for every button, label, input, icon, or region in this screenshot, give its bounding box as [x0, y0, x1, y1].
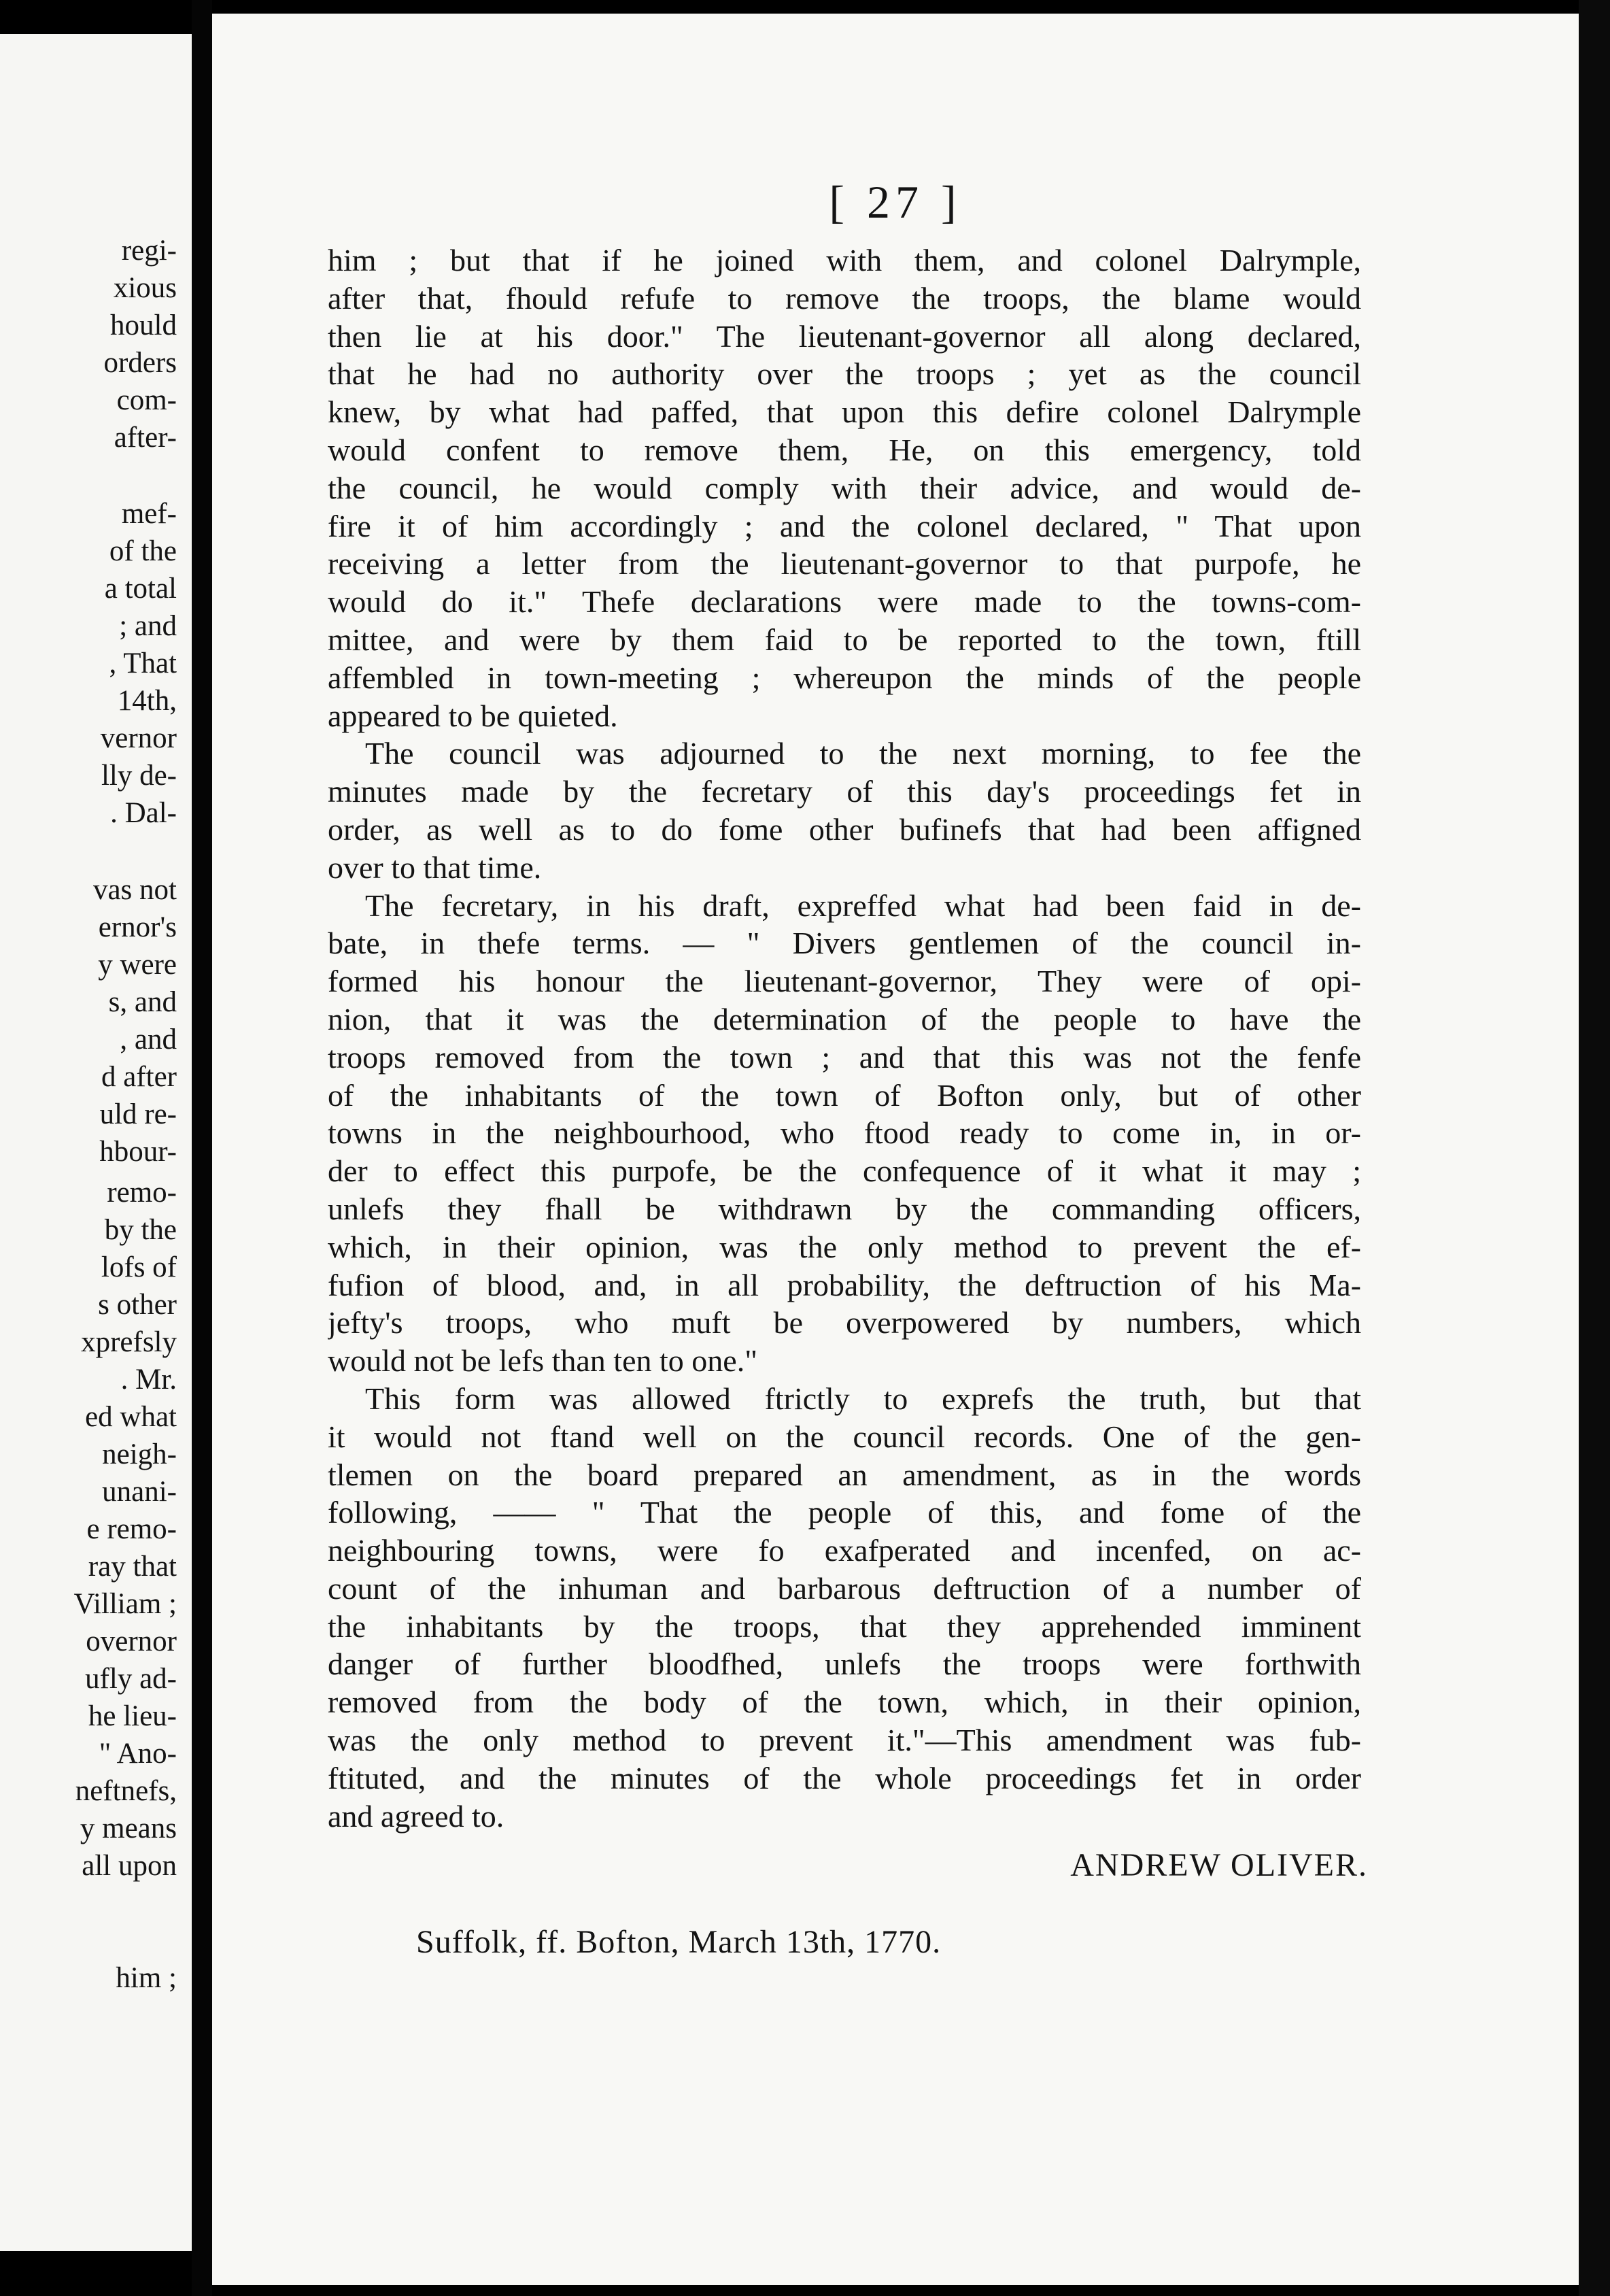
left-page-line: . Dal- — [110, 797, 177, 829]
left-page-line: 14th, — [117, 685, 177, 717]
body-line: towns in the neighbourhood, who ftood ready to come in, in or- — [328, 1115, 1361, 1151]
page-edge — [1579, 0, 1610, 2296]
body-line: unlefs they fhall be withdrawn by the commanding officers, — [328, 1191, 1361, 1226]
left-page-line: " Ano- — [99, 1738, 177, 1770]
left-page-line: neftnefs, — [75, 1775, 177, 1807]
left-page-line: s, and — [108, 986, 177, 1018]
body-line: minutes made by the fecretary of this day's proceedings fet in — [328, 774, 1361, 809]
left-page-line: xprefsly — [81, 1326, 177, 1358]
body-line: after that, fhould refufe to remove the troops, the blame would — [328, 280, 1361, 316]
body-line: bate, in thefe terms. — " Divers gentlemen of the council in- — [328, 926, 1361, 961]
body-line: troops removed from the town ; and that this was not the fenfe — [328, 1039, 1361, 1075]
left-page-line: unani- — [102, 1476, 177, 1508]
body-line: mittee, and were by them faid to be reported to the town, ftill — [328, 622, 1361, 657]
body-line: fire it of him accordingly ; and the colonel declared, " That upon — [328, 508, 1361, 543]
signature: ANDREW OLIVER. — [1070, 1847, 1368, 1883]
left-page-line: after- — [114, 422, 177, 454]
body-line: removed from the body of the town, which, in their opinion, — [328, 1685, 1361, 1720]
body-line: appeared to be quieted. — [328, 698, 618, 733]
body-line: The fecretary, in his draft, expreffed what had been faid in de- — [365, 888, 1361, 923]
left-page-line: uld re- — [99, 1098, 177, 1130]
body-line: would confent to remove them, He, on this emergency, told — [328, 432, 1361, 467]
page-number: [ 27 ] — [829, 176, 962, 228]
body-line: that he had no authority over the troops ; yet as the council — [328, 356, 1361, 392]
body-line: the council, he would comply with their advice, and would de- — [328, 470, 1361, 505]
left-page-line: overnor — [86, 1625, 177, 1657]
body-line: knew, by what had paffed, that upon this defire colonel Dalrymple — [328, 394, 1361, 430]
left-page-line: d after — [101, 1061, 177, 1093]
left-facing-page — [0, 34, 192, 2251]
left-page-line: e remo- — [86, 1513, 177, 1545]
body-line: and agreed to. — [328, 1798, 504, 1834]
left-page-line: ed what — [85, 1401, 177, 1433]
body-line: of the inhabitants of the town of Bofton only, but of other — [328, 1077, 1361, 1113]
left-page-line: regi- — [121, 235, 177, 267]
body-line: The council was adjourned to the next morning, to fee the — [365, 736, 1361, 771]
body-line: This form was allowed ftrictly to exprefs the truth, but that — [365, 1381, 1361, 1416]
body-line: order, as well as to do fome other bufinefs that had been affigned — [328, 811, 1361, 847]
body-line: formed his honour the lieutenant-governor, They were of opi- — [328, 964, 1361, 999]
left-page-line: com- — [116, 384, 177, 416]
body-line: following, —— " That the people of this, and fome of the — [328, 1495, 1361, 1530]
body-line: tlemen on the board prepared an amendment, as in the words — [328, 1457, 1361, 1492]
left-page-line: by the — [104, 1214, 177, 1246]
body-line: would not be lefs than ten to one." — [328, 1343, 757, 1379]
left-page-line: , and — [120, 1024, 177, 1056]
left-page-line: vernor — [100, 722, 177, 754]
left-page-line: neigh- — [102, 1438, 177, 1470]
left-page-line: orders — [103, 347, 177, 379]
left-page-line: vas not — [92, 874, 177, 906]
body-line: which, in their opinion, was the only method to prevent the ef- — [328, 1229, 1361, 1264]
body-line: jefty's troops, who muft be overpowered by numbers, which — [328, 1305, 1361, 1340]
body-text — [328, 241, 1361, 1835]
body-line: over to that time. — [328, 849, 542, 885]
body-line: the inhabitants by the troops, that they apprehended imminent — [328, 1608, 1361, 1644]
left-page-line: s other — [98, 1289, 177, 1321]
body-line: neighbouring towns, were fo exafperated and incenfed, on ac- — [328, 1533, 1361, 1568]
body-line: ftituted, and the minutes of the whole proceedings fet in order — [328, 1760, 1361, 1795]
body-line: affembled in town-meeting ; whereupon the minds of the people — [328, 660, 1361, 695]
left-page-line: xious — [113, 272, 177, 304]
body-line: der to effect this purpofe, be the confequence of it what it may ; — [328, 1153, 1361, 1189]
left-page-line: ; and — [119, 610, 177, 642]
left-page-line: lofs of — [101, 1251, 177, 1283]
left-page-line: y means — [80, 1812, 177, 1844]
left-page-line: remo- — [107, 1177, 177, 1209]
left-page-line: hould — [110, 309, 177, 341]
left-page-line: ufly ad- — [85, 1663, 177, 1695]
body-line: nion, that it was the determination of the people to have the — [328, 1001, 1361, 1036]
left-page-line: a total — [104, 573, 177, 605]
body-line: then lie at his door." The lieutenant-governor all along declared, — [328, 318, 1361, 354]
body-line: danger of further bloodfhed, unlefs the troops were forthwith — [328, 1647, 1361, 1682]
left-page-line: y were — [98, 949, 177, 981]
left-page-line: , That — [109, 647, 177, 679]
left-page-line: . Mr. — [120, 1364, 177, 1396]
left-page-line: Villiam ; — [73, 1588, 177, 1620]
body-line: fufion of blood, and, in all probability, the deftruction of his Ma- — [328, 1267, 1361, 1302]
left-page-line: all upon — [82, 1850, 177, 1882]
body-line: it would not ftand well on the council records. One of the gen- — [328, 1419, 1361, 1454]
book-gutter — [192, 0, 212, 2296]
body-line: was the only method to prevent it."—This amendment was fub- — [328, 1723, 1361, 1758]
body-line: count of the inhuman and barbarous deftruction of a number of — [328, 1570, 1361, 1606]
dateline: Suffolk, ff. Bofton, March 13th, 1770. — [416, 1924, 942, 1960]
body-line: receiving a letter from the lieutenant-governor to that purpofe, he — [328, 546, 1361, 581]
left-page-line: ernor's — [98, 911, 177, 943]
left-page-line: him ; — [116, 1962, 177, 1994]
left-page-line: mef- — [121, 498, 177, 530]
body-line: would do it." Thefe declarations were made to the towns-com- — [328, 584, 1361, 620]
left-page-line: hbour- — [99, 1136, 177, 1168]
left-page-line: of the — [109, 535, 177, 567]
main-page — [212, 14, 1579, 2285]
left-page-line: ray that — [88, 1551, 177, 1583]
left-page-line: he lieu- — [88, 1700, 177, 1732]
left-page-line: lly de- — [101, 760, 177, 792]
body-line: him ; but that if he joined with them, and colonel Dalrymple, — [328, 243, 1361, 277]
